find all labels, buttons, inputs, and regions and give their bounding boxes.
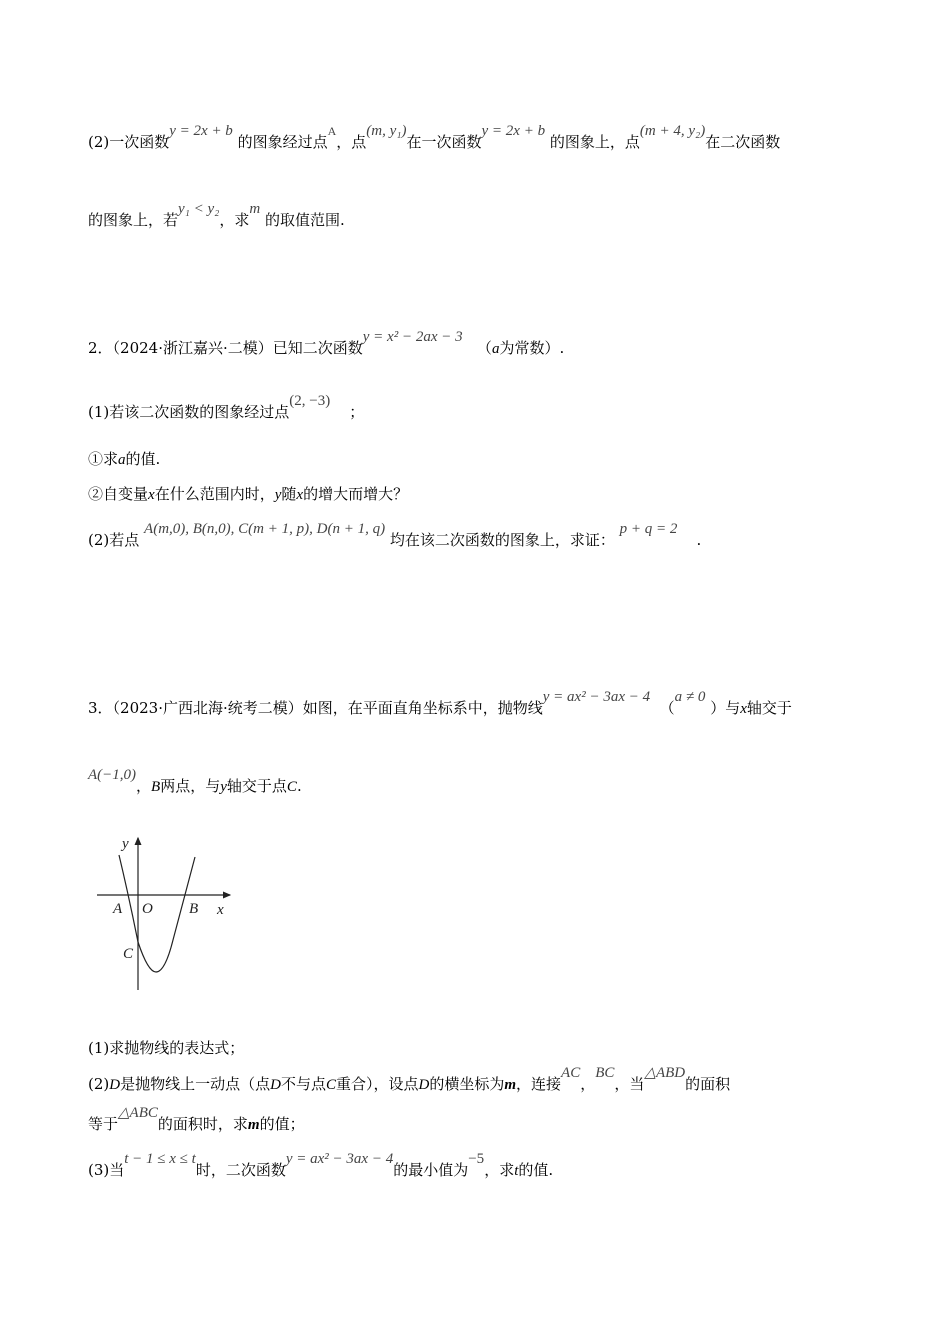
axis-label-y: y (122, 836, 129, 852)
math-variable: m (247, 1117, 260, 1133)
text: 等于 (88, 1115, 119, 1133)
text: (3)当 (88, 1161, 125, 1179)
q3-part2-line1 (88, 1065, 731, 1095)
math-equation: y = ax² − 3ax − 4 (542, 689, 651, 705)
q3-part3 (88, 1151, 554, 1181)
point-label-a: A (113, 901, 123, 917)
text: ，连接 (516, 1075, 562, 1093)
text: 的取值范围. (265, 211, 345, 229)
math-variable: D (270, 1077, 281, 1093)
math-triangle: △ABD (644, 1065, 686, 1081)
math-variable: a (491, 341, 500, 357)
point-label-o: O (142, 901, 153, 917)
math-point: (m, y₁) (366, 123, 407, 139)
math-equation: p + q = 2 (619, 521, 678, 537)
text: ， (136, 777, 152, 795)
math-variable: D (109, 1077, 121, 1093)
math-value: −5 (468, 1151, 485, 1167)
q3-header (88, 689, 792, 719)
q3-part2-line2 (88, 1105, 305, 1135)
q2-sub1 (88, 449, 160, 470)
question-source: （2023·广西北海·统考二模）如图，在平面直角坐标系中，抛物线 (112, 699, 543, 717)
text: 是抛物线上一动点（点 (120, 1075, 271, 1093)
q1-part2-line1 (88, 123, 781, 153)
text: 随 (281, 485, 297, 503)
text: 在二次函数 (705, 133, 781, 151)
math-condition: a ≠ 0 (674, 689, 706, 705)
math-equation: y = x² − 2ax − 3 (362, 329, 463, 345)
text: 均在该二次函数的图象上，求证： (389, 531, 615, 549)
math-point: A (327, 124, 337, 138)
text: 时，二次函数 (195, 1161, 286, 1179)
math-equation: y = ax² − 3ax − 4 (285, 1151, 394, 1167)
math-equation: y = 2x + b (481, 123, 546, 139)
text: 的面积时，求 (157, 1115, 248, 1133)
text: 的图象上，点 (549, 133, 640, 151)
math-variable: m (249, 201, 261, 217)
text: ）与 (710, 699, 741, 717)
q1-part2-line2 (88, 201, 345, 231)
axis-label-x: x (217, 902, 224, 918)
q2-part1 (88, 393, 365, 423)
parabola-graph-icon (90, 820, 250, 1000)
text: 的面积 (685, 1075, 731, 1093)
text: （ (659, 699, 675, 717)
text: 的横坐标为 (429, 1075, 505, 1093)
question-number: 2． (88, 339, 113, 357)
parabola-figure (90, 820, 250, 1000)
q2-part2 (88, 521, 702, 551)
text: . (696, 531, 702, 549)
math-inequality: y₁ < y₂ (178, 201, 220, 217)
math-point: (2, −3) (289, 393, 331, 409)
math-variable: t (514, 1163, 519, 1179)
math-variable: y (220, 779, 227, 795)
text: 的增大而增大？ (303, 485, 409, 503)
text: （ (476, 339, 492, 357)
text: 的最小值为 (393, 1161, 469, 1179)
text: (2)若点 (88, 531, 140, 549)
math-point: A(−1,0) (88, 767, 137, 783)
text: 的值. (518, 1161, 554, 1179)
text: 的图象上，若 (88, 211, 179, 229)
text: (1)若该二次函数的图象经过点 (88, 403, 290, 421)
question-number: 3． (88, 699, 113, 717)
text: 的值. (125, 450, 161, 468)
math-variable: C (286, 779, 297, 795)
math-points: A(m,0), B(n,0), C(m + 1, p), D(n + 1, q) (144, 521, 386, 537)
text: 重合），设点 (335, 1075, 419, 1093)
text: 两点，与 (160, 777, 221, 795)
text: 轴交于 (746, 699, 792, 717)
text: 在一次函数 (406, 133, 482, 151)
text: . (296, 777, 302, 795)
math-point: (m + 4, y₂) (639, 123, 706, 139)
math-equation: y = 2x + b (169, 123, 233, 139)
text: 为常数）. (499, 339, 565, 357)
math-variable: y (274, 487, 282, 503)
text: (1)求抛物线的表达式； (88, 1039, 245, 1057)
math-variable: x (740, 701, 747, 717)
text: 的图象经过点 (237, 133, 328, 151)
text: ，求 (219, 211, 250, 229)
q2-sub2 (88, 484, 408, 505)
text: ， (580, 1075, 596, 1093)
text: 轴交于点 (226, 777, 287, 795)
part-label: (2)一次函数 (88, 133, 170, 151)
math-inequality: t − 1 ≤ x ≤ t (124, 1151, 196, 1167)
q3-line2 (88, 767, 302, 797)
q2-header (88, 329, 565, 359)
math-variable: B (151, 779, 161, 795)
text: 在什么范围内时， (154, 485, 275, 503)
math-variable: D (418, 1077, 430, 1093)
math-triangle: △ABC (118, 1105, 158, 1121)
text: ，求 (484, 1161, 515, 1179)
math-variable: a (118, 452, 126, 468)
math-variable: x (296, 487, 304, 503)
math-variable: x (148, 487, 155, 503)
text: ②自变量 (88, 485, 149, 503)
text: (2) (88, 1075, 110, 1093)
math-variable: m (504, 1077, 517, 1093)
text: ，点 (336, 133, 367, 151)
text: ； (349, 403, 365, 421)
q3-part1 (88, 1038, 244, 1058)
text: ①求 (88, 450, 119, 468)
text: 不与点 (280, 1075, 326, 1093)
math-variable: C (325, 1077, 336, 1093)
point-label-b: B (189, 901, 199, 917)
math-segment: AC (561, 1065, 581, 1081)
math-segment: BC (595, 1065, 615, 1081)
question-source: （2024·浙江嘉兴·二模）已知二次函数 (112, 339, 363, 357)
text: ，当 (614, 1075, 645, 1093)
point-label-c: C (123, 946, 134, 962)
text: 的值； (259, 1115, 305, 1133)
